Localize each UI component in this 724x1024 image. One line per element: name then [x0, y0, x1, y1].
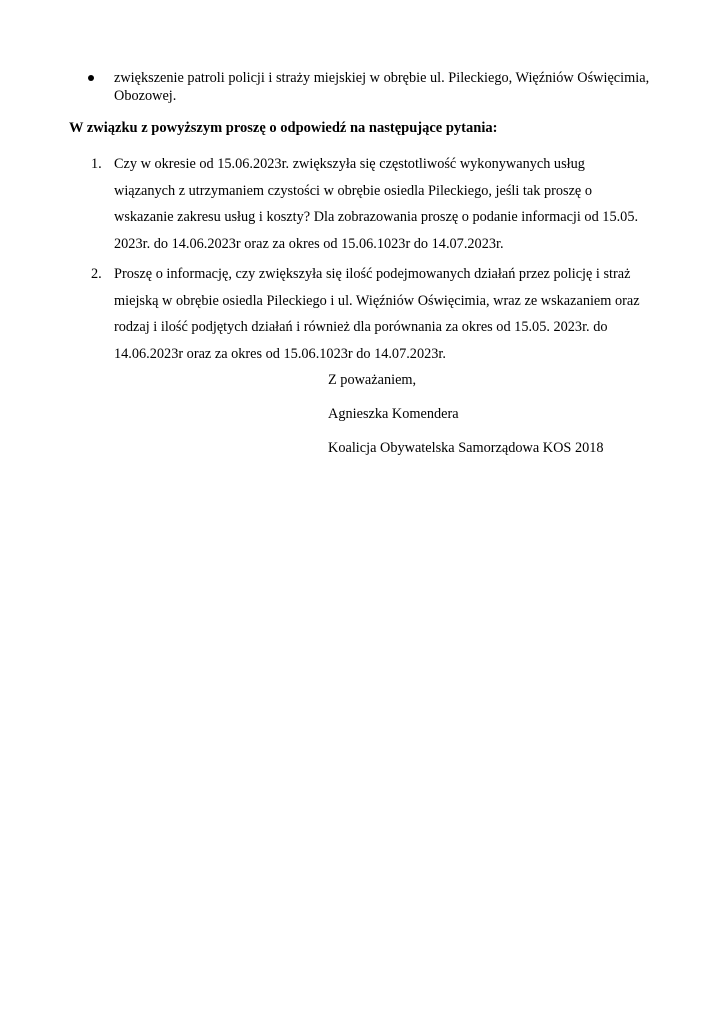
questions-heading: W związku z powyższym proszę o odpowiedź na następujące pytania: [69, 120, 498, 136]
signature-closing: Z poważaniem, [328, 372, 417, 388]
bullet-item-text: zwiększenie patroli policji i straży miejskiej w obrębie ul. Pileckiego, Więźniów Oświęcimia, Obozowej. [114, 70, 650, 104]
question-text: Czy w okresie od 15.06.2023r. zwiększyła się częstotliwość wykonywanych usług wiązanych z utrzymaniem czystości w obrębie osiedla Pileckiego, jeśli tak proszę o wskazanie zakresu usług i koszty? Dla zobrazowania proszę o podanie informacji od 15.05. 2023r. do 14.06.2023r oraz za okres od 15.06.1023r do 14.07.2023r. [114, 156, 639, 252]
question-text: Proszę o informację, czy zwiększyła się ilość podejmowanych działań przez policję i straż miejską w obrębie osiedla Pileckiego i ul. Więźniów Oświęcimia, wraz ze wskazaniem oraz rodzaj i ilość podjętych działań i również dla porównania za okres od 15.05. 2023r. do 14.06.2023r oraz za okres od 15.06.1023r do 14.07.2023r. [114, 266, 640, 362]
bullet-dot-icon [88, 75, 94, 81]
question-number: 1. [91, 156, 102, 172]
signature-block [328, 371, 648, 473]
question-number: 2. [91, 266, 102, 282]
signature-name: Agnieszka Komendera [328, 406, 459, 422]
signature-organization: Koalicja Obywatelska Samorządowa KOS 2018 [328, 440, 604, 456]
